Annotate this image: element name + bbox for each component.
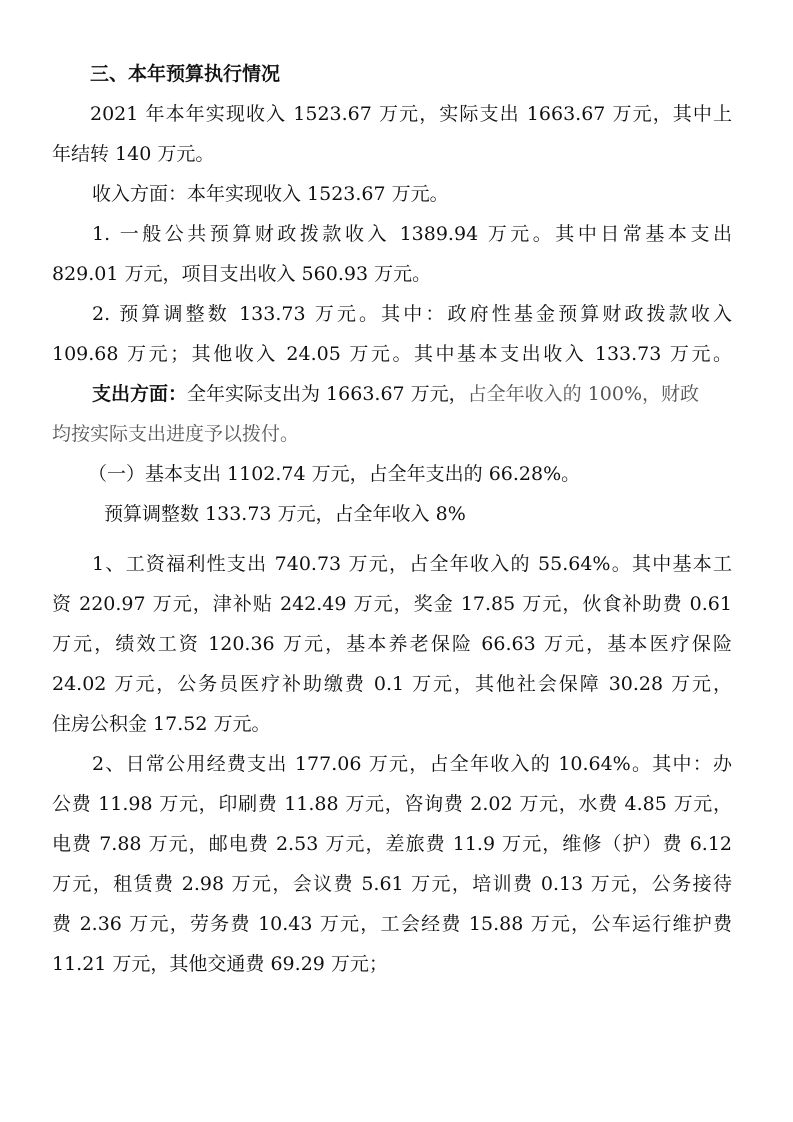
paragraph-line: 费 2.36 万元，劳务费 10.43 万元，工会经费 15.88 万元，公车运行维护费 [52, 913, 732, 935]
paragraph-line: 24.02 万元，公务员医疗补助缴费 0.1 万元，其他社会保障 30.28 万元， [52, 673, 732, 695]
paragraph-line: 2、日常公用经费支出 177.06 万元，占全年收入的 10.64%。其中：办 [92, 753, 732, 775]
paragraph-line: 1. 一般公共预算财政拨款收入 1389.94 万元。其中日常基本支出 [92, 223, 732, 245]
paragraph-line: 年结转 140 万元。 [52, 143, 215, 165]
paragraph-line: 829.01 万元，项目支出收入 560.93 万元。 [52, 263, 432, 285]
paragraph-line: 预算调整数 133.73 万元，占全年收入 8% [104, 503, 466, 525]
expense-text-grey: 占全年收入的 100%，财政 [467, 383, 700, 405]
paragraph-line: （一）基本支出 1102.74 万元，占全年支出的 66.28%。 [88, 463, 581, 485]
section-heading: 三、本年预算执行情况 [90, 63, 281, 85]
paragraph-line: 公费 11.98 万元，印刷费 11.88 万元，咨询费 2.02 万元，水费 4.85 万元， [52, 793, 732, 815]
paragraph-line: 住房公积金 17.52 万元。 [52, 713, 271, 735]
paragraph-line: 2. 预算调整数 133.73 万元。其中：政府性基金预算财政拨款收入 [92, 303, 732, 325]
paragraph-line: 万元，租赁费 2.98 万元，会议费 5.61 万元，培训费 0.13 万元，公务接待 [52, 873, 732, 895]
paragraph-line: 2021 年本年实现收入 1523.67 万元，实际支出 1663.67 万元，其中上 [90, 103, 732, 125]
expense-text: 全年实际支出为 1663.67 万元， [187, 383, 468, 405]
paragraph-line: 电费 7.88 万元，邮电费 2.53 万元，差旅费 11.9 万元，维修（护）费 6.12 [52, 833, 732, 855]
paragraph-line: 资 220.97 万元，津补贴 242.49 万元，奖金 17.85 万元，伙食补助费 0.61 [52, 593, 732, 615]
paragraph-line: 均按实际支出进度予以拨付。 [52, 423, 300, 445]
paragraph-line: 11.21 万元，其他交通费 69.29 万元； [52, 953, 388, 975]
expense-label: 支出方面： [92, 383, 188, 405]
paragraph-line: 收入方面：本年实现收入 1523.67 万元。 [92, 183, 449, 205]
paragraph-line [92, 382, 699, 406]
paragraph-line: 109.68 万元；其他收入 24.05 万元。其中基本支出收入 133.73 万元。 [52, 343, 732, 365]
paragraph-line: 1、工资福利性支出 740.73 万元，占全年收入的 55.64%。其中基本工 [92, 553, 732, 575]
paragraph-line: 万元，绩效工资 120.36 万元，基本养老保险 66.63 万元，基本医疗保险 [52, 633, 732, 655]
